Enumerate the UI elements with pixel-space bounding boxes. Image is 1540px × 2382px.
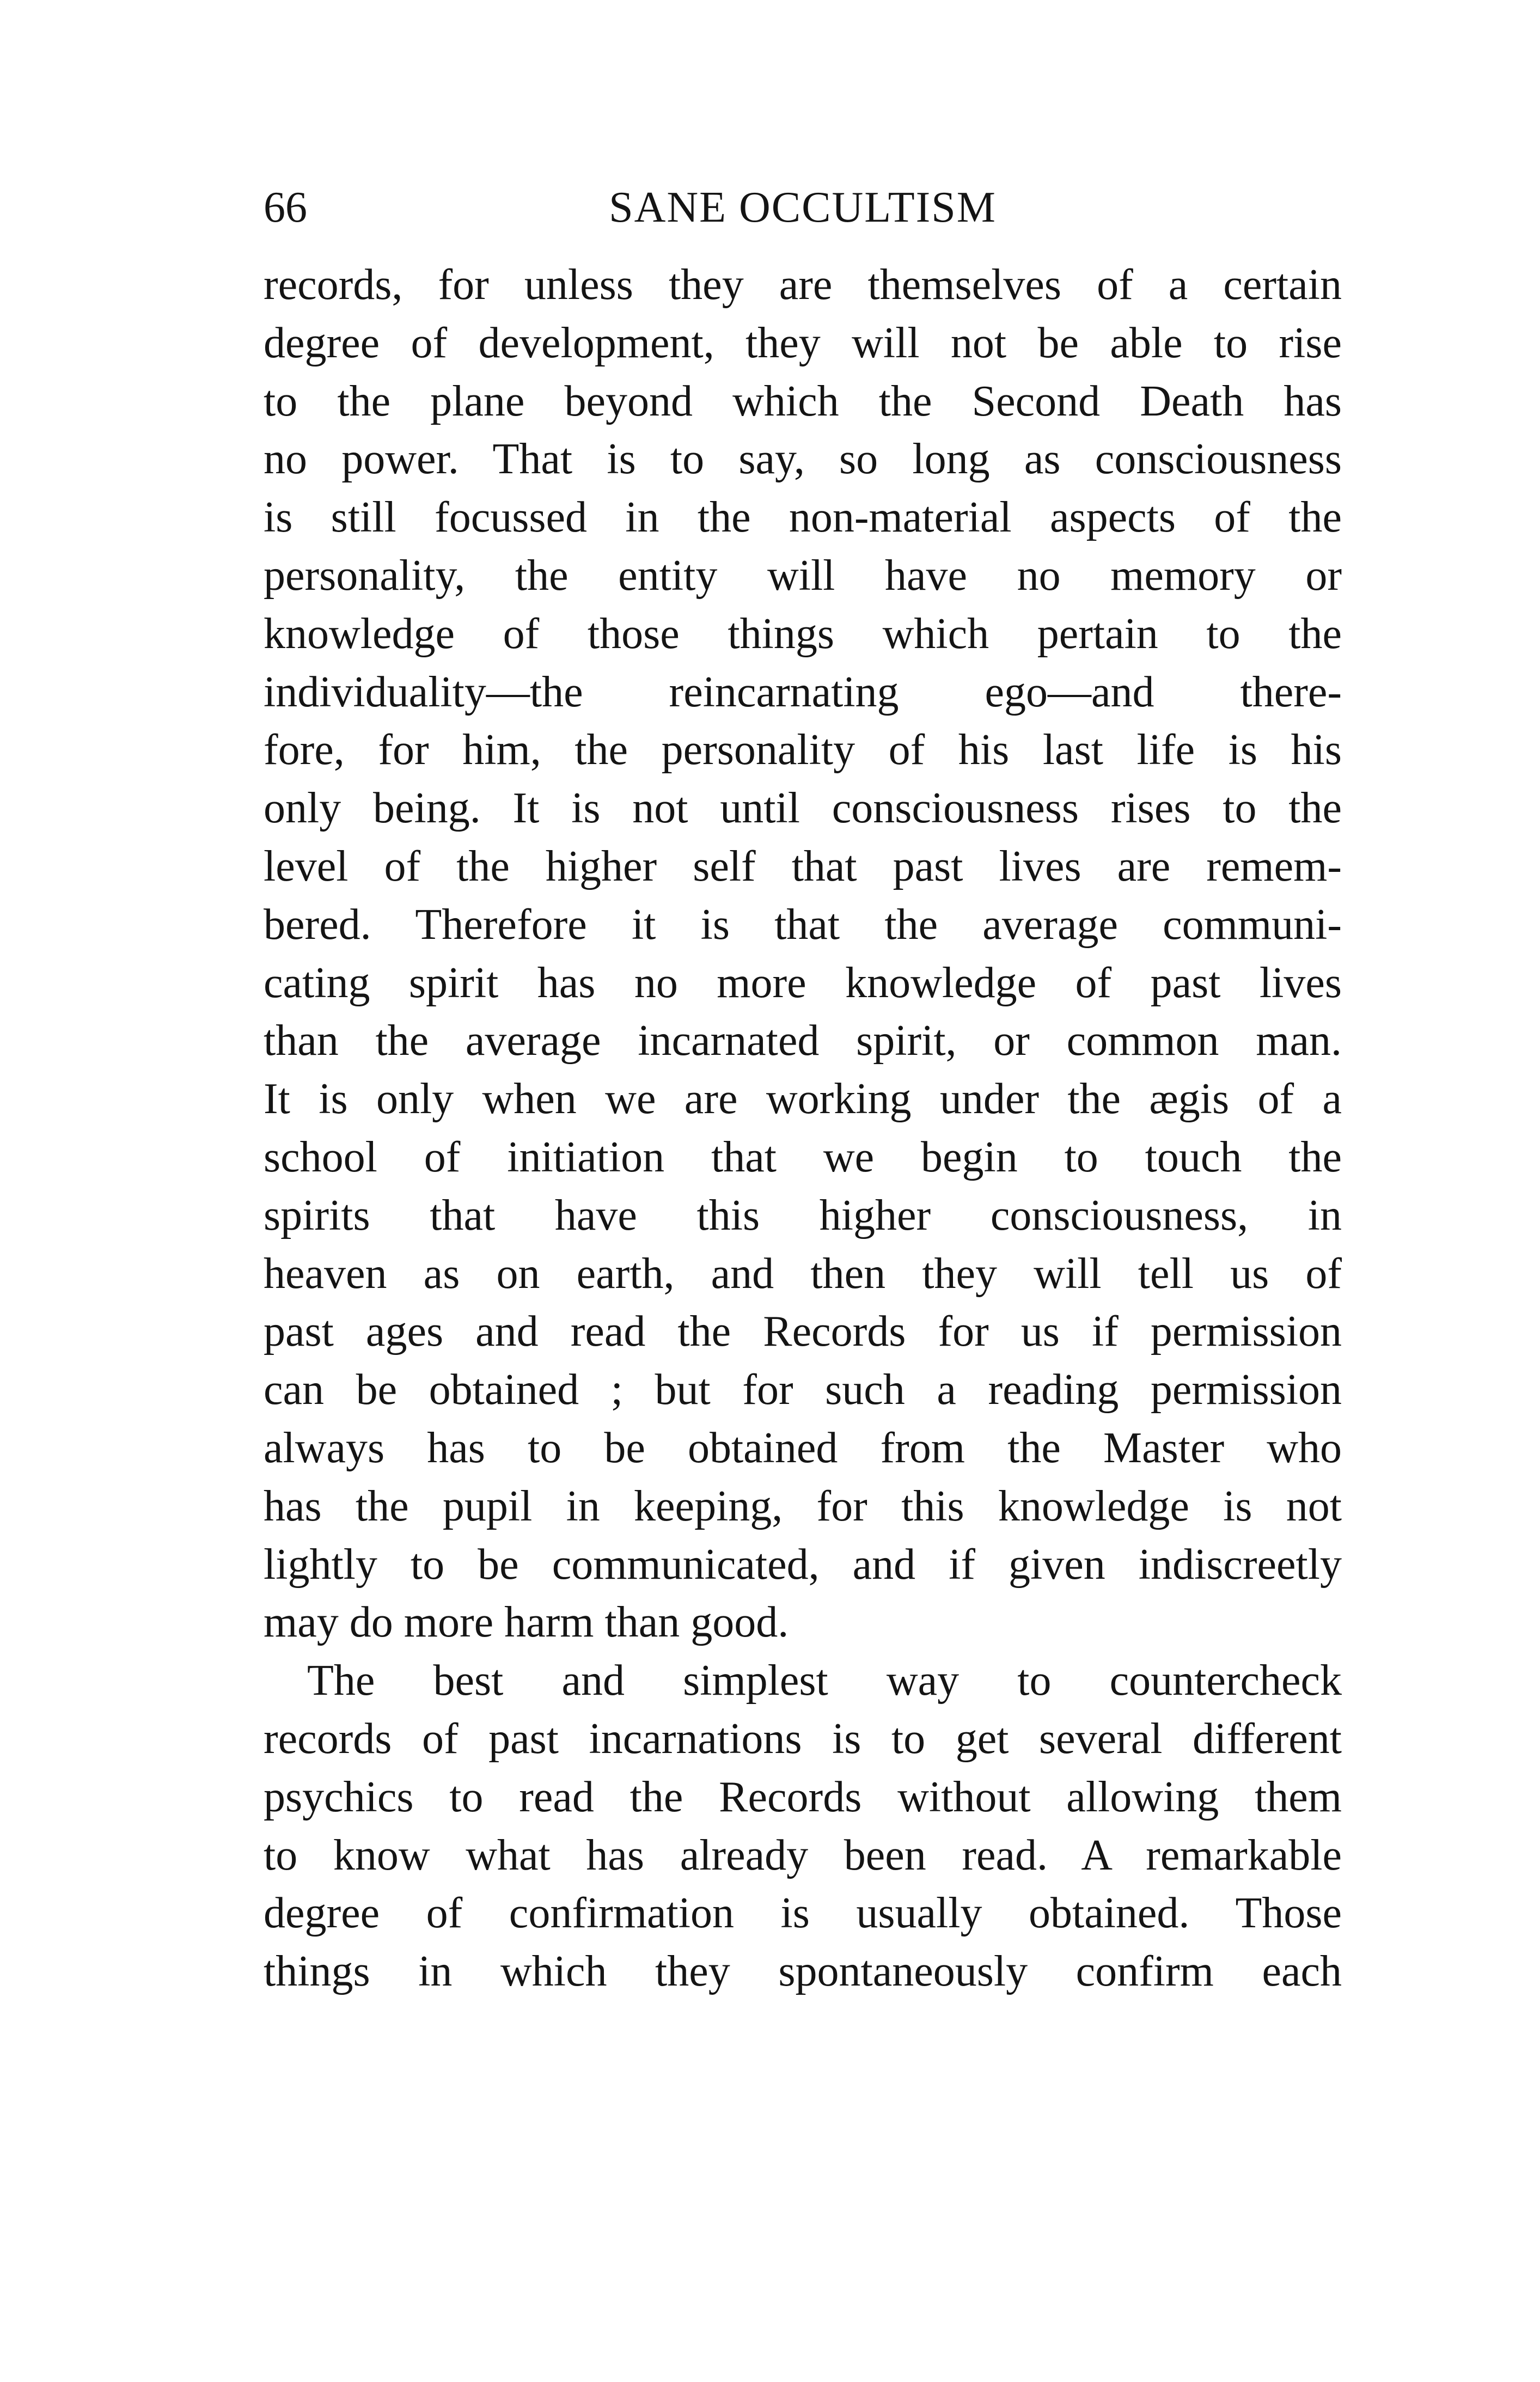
- running-title: SANE OCCULTISM: [609, 184, 997, 231]
- text-line: degree of development, they will not be able to rise: [264, 319, 1342, 367]
- text-line: personality, the entity will have no memory or: [264, 551, 1342, 600]
- page-number: 66: [264, 184, 307, 231]
- text-line: degree of confirmation is usually obtained. Those: [264, 1889, 1342, 1938]
- text-line: is still focussed in the non-material aspects of the: [264, 493, 1342, 542]
- text-line: spirits that have this higher consciousness, in: [264, 1191, 1342, 1239]
- text-line: things in which they spontaneously confirm each: [264, 1947, 1342, 1996]
- text-line: to the plane beyond which the Second Death has: [264, 377, 1342, 425]
- running-head: [264, 178, 1342, 237]
- text-line: heaven as on earth, and then they will tell us of: [264, 1249, 1342, 1298]
- text-line: It is only when we are working under the ægis of a: [264, 1075, 1342, 1123]
- text-line: fore, for him, the personality of his last life is his: [264, 726, 1342, 774]
- text-line: records, for unless they are themselves of a certain: [264, 261, 1342, 309]
- text-line: has the pupil in keeping, for this knowledge is not: [264, 1482, 1342, 1530]
- body-text: [264, 256, 1342, 2001]
- text-line: past ages and read the Records for us if permission: [264, 1308, 1342, 1356]
- text-line: knowledge of those things which pertain to the: [264, 609, 1342, 658]
- text-line: level of the higher self that past lives are remem-: [264, 842, 1342, 890]
- text-line: psychics to read the Records without allowing them: [264, 1773, 1342, 1821]
- text-line: school of initiation that we begin to touch the: [264, 1133, 1342, 1181]
- text-line: to know what has already been read. A remarkable: [264, 1831, 1342, 1879]
- text-line: bered. Therefore it is that the average communi-: [264, 900, 1342, 949]
- text-line: no power. That is to say, so long as consciousness: [264, 435, 1342, 484]
- text-line: than the average incarnated spirit, or common man.: [264, 1017, 1342, 1065]
- text-line: cating spirit has no more knowledge of past lives: [264, 958, 1342, 1007]
- text-line: lightly to be communicated, and if given indiscreetly: [264, 1540, 1342, 1589]
- text-line: individuality—the reincarnating ego—and there-: [264, 668, 1342, 716]
- text-line: records of past incarnations is to get several different: [264, 1714, 1342, 1763]
- text-line: can be obtained ; but for such a reading permission: [264, 1366, 1342, 1414]
- text-line: always has to be obtained from the Master who: [264, 1424, 1342, 1472]
- text-line: only being. It is not until consciousness rises to the: [264, 784, 1342, 833]
- text-line: may do more harm than good.: [264, 1598, 789, 1647]
- paragraph-first-line: The best and simplest way to countercheck: [307, 1657, 1342, 1705]
